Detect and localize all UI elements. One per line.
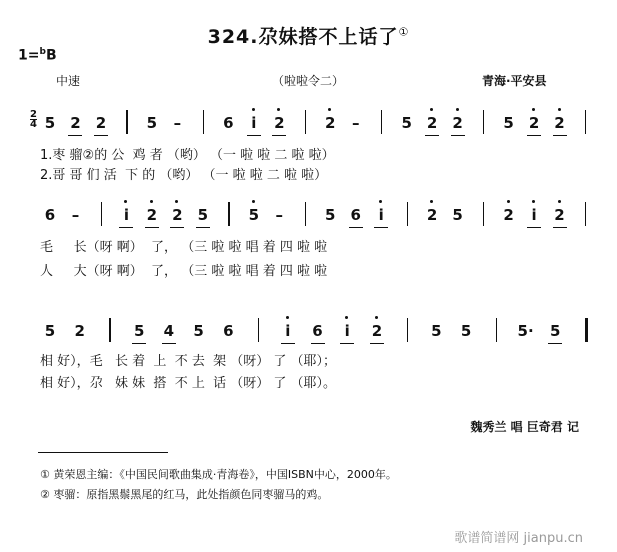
staff-1 (0, 106, 617, 146)
barline (585, 110, 586, 134)
note: 5 (195, 206, 211, 224)
octave-dot (375, 316, 378, 319)
beam-underline (196, 227, 210, 228)
beam-underline (527, 135, 541, 136)
note: 2 (144, 206, 160, 224)
lyric-line: 相 好），尕 妹 妹 搭 不 上 话 （呀） 了 （耶）。 (40, 376, 336, 391)
note: 5 (503, 114, 514, 132)
song-title: 324.尕妹搭不上话了① (207, 25, 410, 48)
footnote-2: ② 枣骝：原指黑鬃黑尾的红马，此处指颜色同枣骝马的鸡。 (40, 488, 329, 501)
beam-underline (247, 135, 261, 136)
octave-dot (507, 200, 510, 203)
barline (126, 110, 127, 134)
lyric-line: 相 好），毛 长 着 上 不 去 架 （呀） 了 （耶）； (40, 354, 336, 369)
beam-underline (68, 135, 82, 136)
beam-underline (132, 343, 146, 344)
note: 2 (322, 114, 338, 132)
beam-underline (451, 135, 465, 136)
note: 5 (131, 322, 147, 340)
note: 5 (325, 206, 336, 224)
octave-dot (456, 108, 459, 111)
credit-line: 魏秀兰 唱 巨奇君 记 (470, 420, 579, 434)
note: 2 (552, 206, 568, 224)
beam-underline (374, 227, 388, 228)
beam-underline (272, 135, 286, 136)
note: 6 (310, 322, 326, 340)
barline (496, 318, 497, 342)
staff-2 (0, 198, 617, 238)
note: i (118, 206, 134, 224)
note: 2 (169, 206, 185, 224)
note: 5 (44, 322, 56, 340)
lyric-line: 人 大（呀 啊） 了， （三 啦 啦 唱 着 四 啦 啦 (40, 264, 328, 279)
footnote-divider (38, 452, 168, 453)
note: 5 (401, 114, 412, 132)
time-signature: 2 4 (30, 109, 37, 130)
note: i (526, 206, 542, 224)
barline (305, 202, 306, 226)
octave-dot (150, 200, 153, 203)
note: 5 (193, 322, 204, 340)
footnote-1: ① 黄荣恩主编：《中国民间歌曲集成·青海卷》，中国ISBN中心，2000年。 (40, 468, 397, 481)
staff-3 (0, 314, 617, 354)
note: i (373, 206, 389, 224)
octave-dot (252, 200, 255, 203)
note: 5 (452, 206, 463, 224)
octave-dot (558, 200, 561, 203)
beam-underline (553, 135, 567, 136)
note: 5 (246, 206, 262, 224)
beam-underline (94, 135, 108, 136)
beam-underline (162, 343, 176, 344)
octave-dot (430, 200, 433, 203)
beam-underline (170, 227, 184, 228)
beam-underline (281, 343, 295, 344)
beam-underline (425, 135, 439, 136)
sustain-dash: – (351, 114, 360, 132)
note: 2 (526, 114, 542, 132)
note: 2 (552, 114, 568, 132)
barline (305, 110, 306, 134)
note: 2 (74, 322, 85, 340)
beam-underline (527, 227, 541, 228)
beam-underline (311, 343, 325, 344)
note: i (339, 322, 355, 340)
region-label: 青海·平安县 (482, 74, 547, 88)
note: i (280, 322, 296, 340)
lyric-line: 2.哥 哥 们 活 下 的 （哟） （一 啦 啦 二 啦 啦） (40, 168, 328, 183)
barline (483, 110, 484, 134)
note: 5 (44, 114, 56, 132)
octave-dot (175, 200, 178, 203)
beam-underline (349, 227, 363, 228)
octave-dot (532, 200, 535, 203)
octave-dot (277, 108, 280, 111)
beam-underline (119, 227, 133, 228)
octave-dot (430, 108, 433, 111)
note: 2 (450, 114, 466, 132)
tune-name: （啦啦令二） (272, 74, 345, 88)
beam-underline (370, 343, 384, 344)
barline (203, 110, 204, 134)
note: 6 (223, 322, 234, 340)
beam-underline (553, 227, 567, 228)
sustain-dash: – (71, 206, 80, 224)
note: 6 (44, 206, 56, 224)
barline (381, 110, 382, 134)
barline (109, 318, 110, 342)
note: 6 (223, 114, 234, 132)
watermark: 歌谱简谱网 jianpu.cn (454, 531, 583, 546)
barline (483, 202, 484, 226)
beam-underline (145, 227, 159, 228)
tempo-marking: 中速 (56, 74, 81, 88)
octave-dot (252, 108, 255, 111)
note: 5 (146, 114, 158, 132)
octave-dot (379, 200, 382, 203)
octave-dot (124, 200, 127, 203)
note: 2 (424, 206, 440, 224)
barline (585, 202, 586, 226)
note: 4 (161, 322, 177, 340)
lyric-line: 1.枣 骝②的 公 鸡 者 （哟） （一 啦 啦 二 啦 啦） (40, 148, 335, 163)
note: 2 (271, 114, 287, 132)
sustain-dash: – (275, 206, 284, 224)
note: 5· (517, 322, 534, 340)
flat-icon: b (39, 47, 46, 57)
footnote-mark: ① (398, 25, 410, 39)
beam-underline (548, 343, 562, 344)
barline (101, 202, 102, 226)
note: 6 (348, 206, 364, 224)
sustain-dash: – (173, 114, 182, 132)
barline (407, 202, 408, 226)
note: 2 (369, 322, 385, 340)
note: 5 (460, 322, 472, 340)
note: i (246, 114, 262, 132)
beam-underline (340, 343, 354, 344)
octave-dot (345, 316, 348, 319)
barline (228, 202, 229, 226)
note: 2 (424, 114, 440, 132)
final-barline (585, 318, 588, 342)
octave-dot (286, 316, 289, 319)
note: 5 (431, 322, 442, 340)
note: 2 (67, 114, 83, 132)
note: 5 (547, 322, 563, 340)
octave-dot (558, 108, 561, 111)
octave-dot (328, 108, 331, 111)
note: 2 (93, 114, 109, 132)
octave-dot (532, 108, 535, 111)
lyric-line: 毛 长（呀 啊） 了， （三 啦 啦 唱 着 四 啦 啦 (40, 240, 328, 255)
barline (258, 318, 259, 342)
key-signature: 1=$^b$B (18, 47, 57, 64)
note: 2 (501, 206, 517, 224)
barline (407, 318, 408, 342)
